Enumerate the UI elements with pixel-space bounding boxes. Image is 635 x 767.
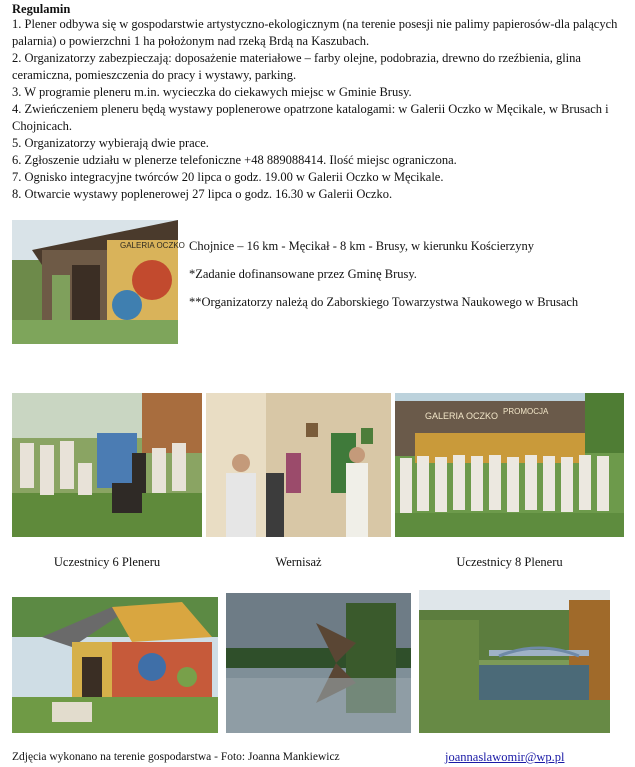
rule-item: 1. Plener odbywa się w gospodarstwie artystyczno-ekologicznym (na terenie posesji nie palimy papierosów-dla palących palarnia) o powierzchni 1 ha położonym nad rzeką Brdą na Kaszubach.: [12, 17, 618, 48]
participants-6-photo: [12, 393, 202, 537]
organizers-note: **Organizatorzy należą do Zaborskiego Towarzystwa Naukowego w Brusach: [189, 295, 579, 309]
participants-8-photo: [395, 393, 624, 537]
caption-vernissage: Wernisaż: [275, 555, 322, 569]
distances-text: Chojnice – 16 km - Męcikał - 8 km - Brusy, w kierunku Kościerzyny: [189, 239, 534, 253]
info-block: [189, 238, 619, 322]
email-link[interactable]: joannaslawomir@wp.pl: [445, 750, 565, 764]
gallery-building-photo: [12, 220, 185, 344]
painted-barn-photo: [12, 597, 218, 733]
rules-list: [12, 16, 627, 203]
funding-note: *Zadanie dofinansowane przez Gminę Brusy.: [189, 267, 417, 281]
rule-item: 7. Ognisko integracyjne twórców 20 lipca o godz. 19.00 w Galerii Oczko w Męcikale.: [12, 170, 444, 184]
rule-item: 5. Organizatorzy wybierają dwie prace.: [12, 136, 209, 150]
gallery-sign-text: GALERIA OCZKO: [425, 411, 499, 421]
photo-credit: Zdjęcia wykonano na terenie gospodarstwa - Foto: Joanna Mankiewicz: [12, 751, 340, 763]
caption-participants-6: Uczestnicy 6 Pleneru: [53, 555, 161, 569]
vernissage-photo: [206, 393, 391, 537]
gallery-sign-text: GALERIA OCZKO: [120, 241, 185, 250]
rule-item: 4. Zwieńczeniem pleneru będą wystawy poplenerowe opatrzone katalogami: w Galerii Oczko w Męcikale, w Brusach i Chojnicach.: [12, 102, 609, 133]
rule-item: 3. W programie pleneru m.in. wycieczka do ciekawych miejsc w Gminie Brusy.: [12, 85, 412, 99]
promotion-sign-text: PROMOCJA: [503, 407, 549, 416]
river-reflection-photo: [226, 593, 411, 733]
river-bridge-photo: [419, 590, 610, 733]
rules-heading: Regulamin: [12, 2, 71, 16]
rule-item: 2. Organizatorzy zabezpieczają: doposażenie materiałowe – farby olejne, podobrazia, drewno do rzeźbienia, glina ceramiczna, pomieszczenia do pracy i wystawy, parking.: [12, 51, 581, 82]
rule-item: 6. Zgłoszenie udziału w plenerze telefoniczne +48 889088414. Ilość miejsc ograniczona.: [12, 153, 457, 167]
caption-participants-8: Uczestnicy 8 Pleneru: [456, 555, 563, 569]
rule-item: 8. Otwarcie wystawy poplenerowej 27 lipca o godz. 16.30 w Galerii Oczko.: [12, 187, 393, 201]
